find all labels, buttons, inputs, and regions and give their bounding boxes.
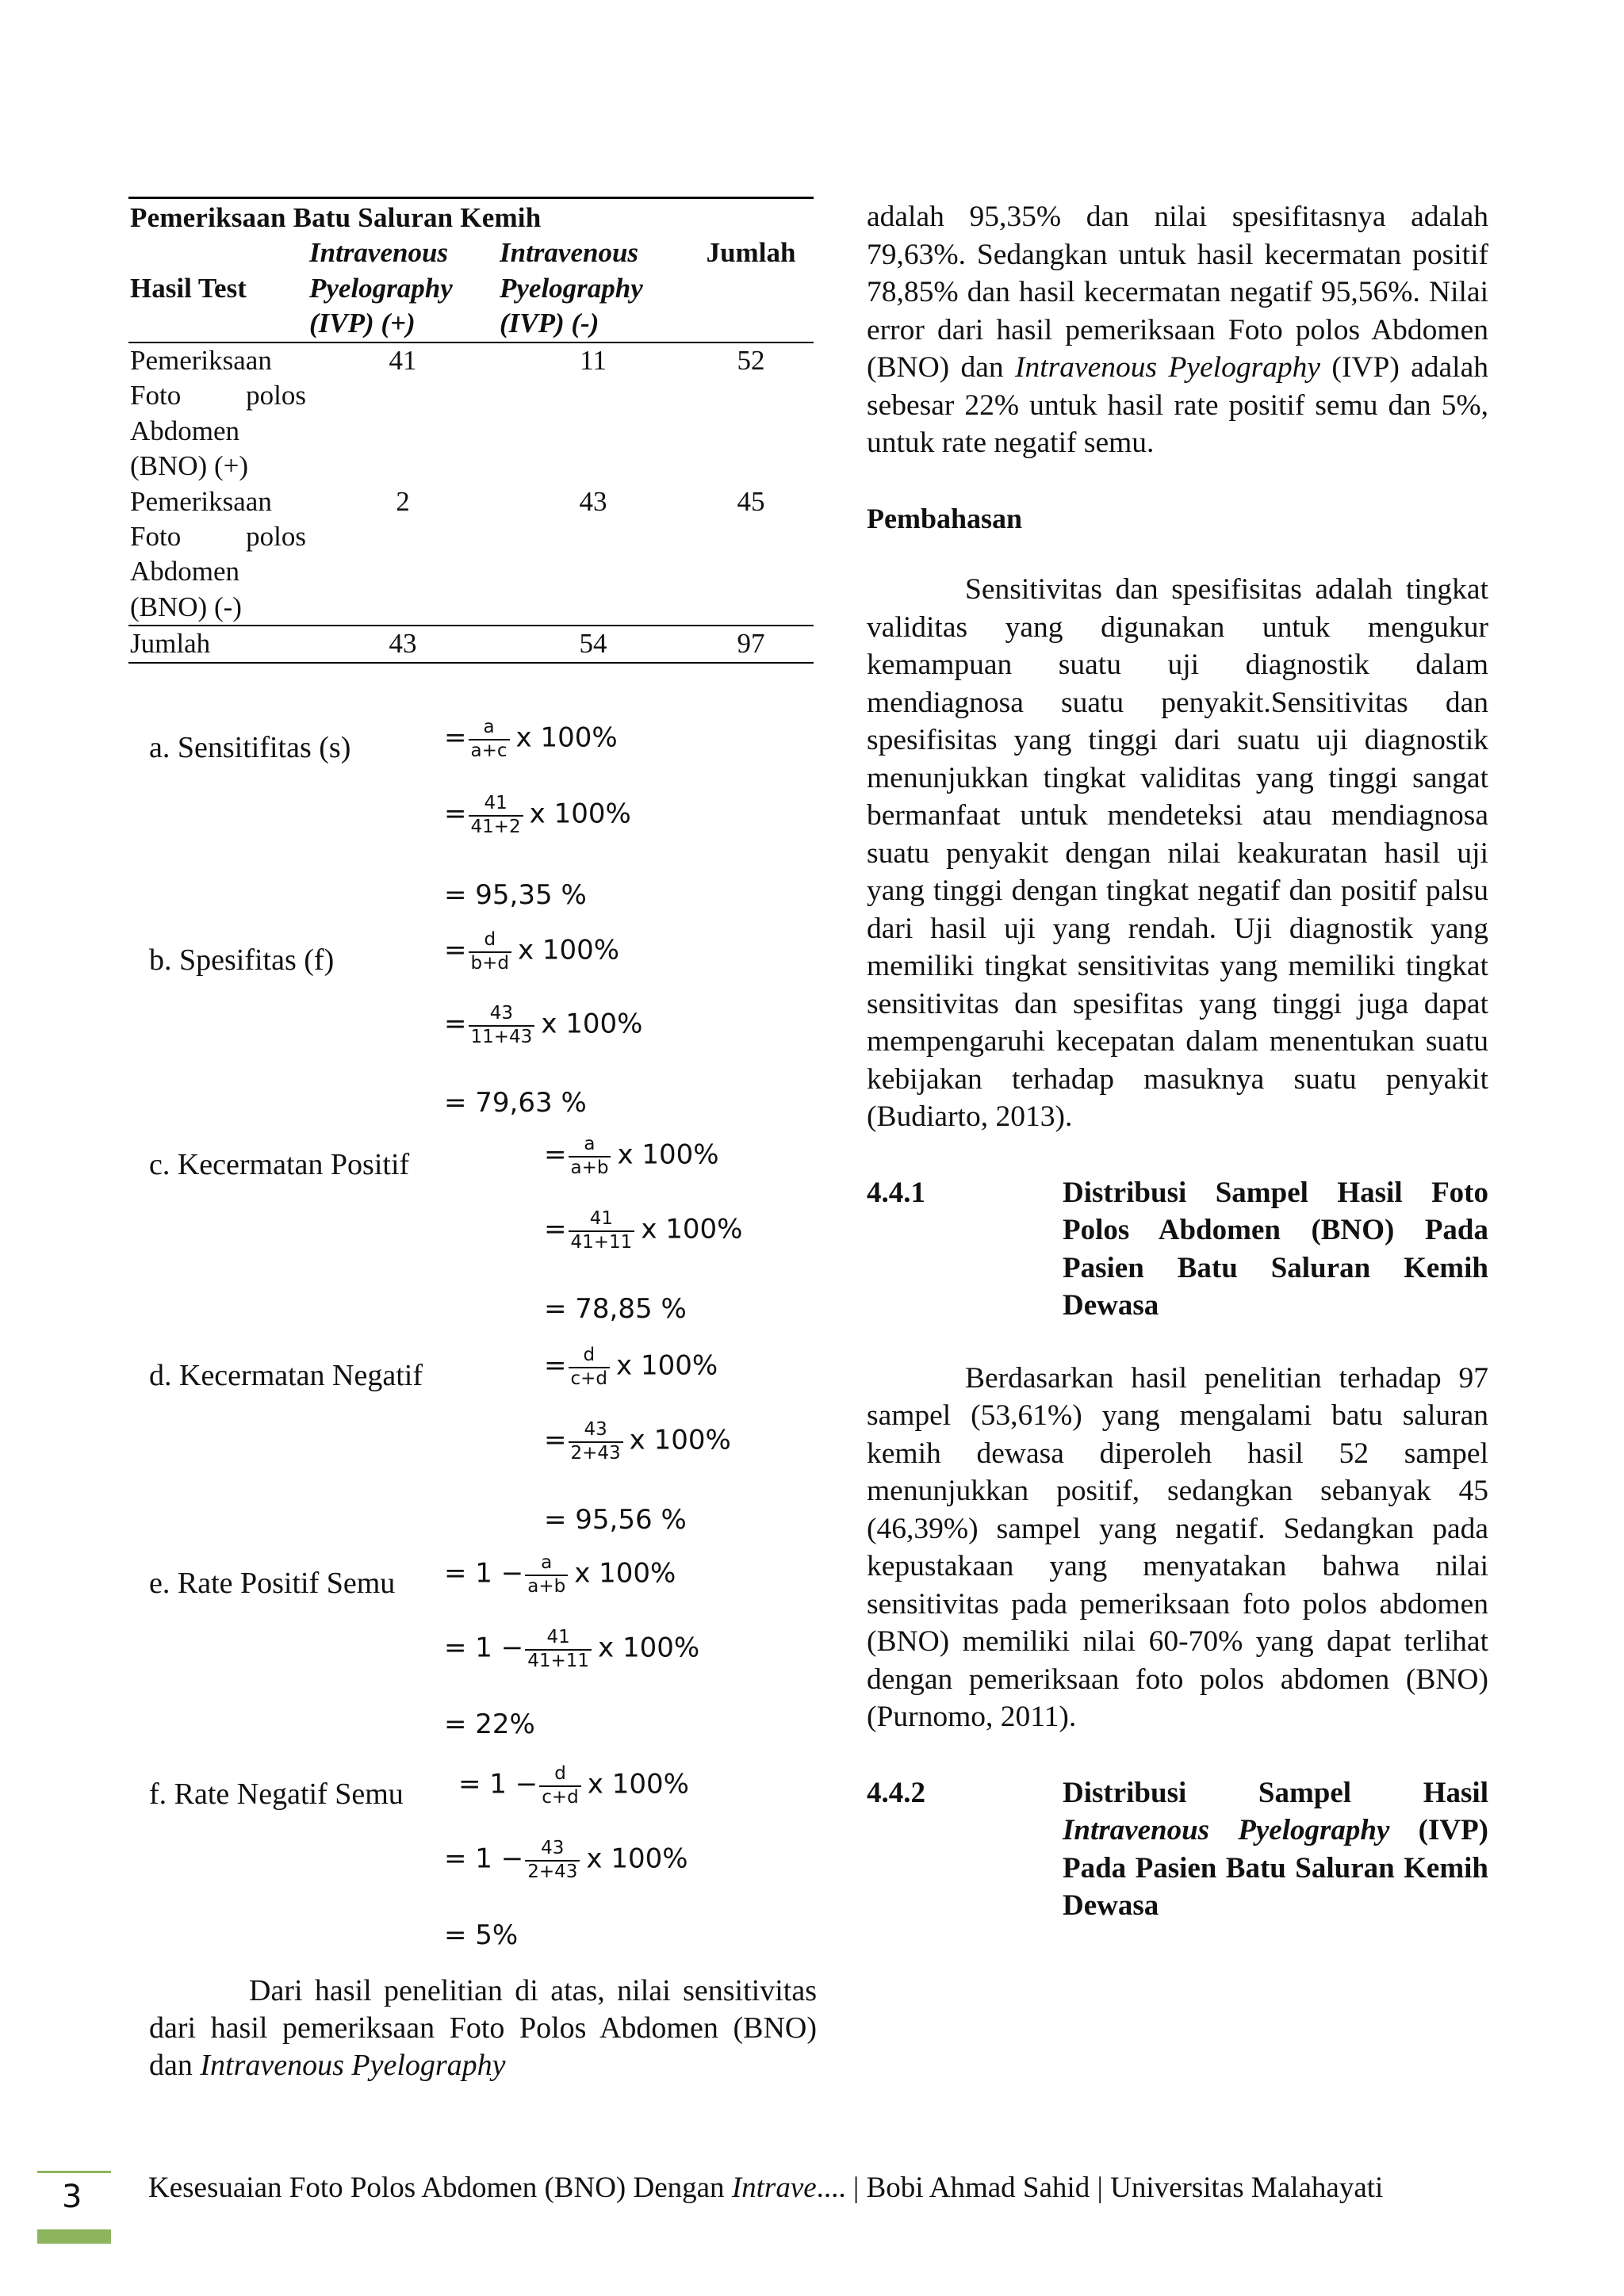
header-ivp-negative: Intravenous Pyelography (IVP) (-): [498, 235, 688, 342]
one-minus: = 1 −: [444, 1632, 524, 1664]
formula-c-line2: [544, 1208, 742, 1253]
results-table: [128, 197, 814, 664]
numerator: 43: [469, 1003, 535, 1027]
formula-c-result: = 78,85 %: [544, 1293, 687, 1325]
formula-f-result: = 5%: [444, 1919, 519, 1951]
footer-text: Kesesuaian Foto Polos Abdomen (BNO) Dengan: [148, 2172, 732, 2204]
numerator: a: [469, 717, 510, 740]
section-number: 4.4.1: [867, 1176, 925, 1209]
times-100: x 100%: [629, 1424, 731, 1456]
title-text: (IVP) Pada Pasien Batu Saluran Kemih Dewasa: [1063, 1814, 1488, 1922]
section-4-4-1: [867, 1174, 1488, 1325]
fraction: [539, 1763, 581, 1808]
left-conclusion-paragraph: [149, 1973, 817, 2084]
numerator: a: [525, 1552, 568, 1576]
one-minus: = 1 −: [458, 1768, 538, 1800]
denominator: c+d: [542, 1786, 579, 1808]
cell-ivp-positive: 41: [389, 344, 417, 376]
title-italic: Intravenous Pyelography: [1063, 1814, 1390, 1846]
times-100: x 100%: [617, 1138, 719, 1171]
equals-sign: =: [444, 934, 467, 966]
running-footer: [148, 2171, 1383, 2205]
times-100: x 100%: [574, 1557, 676, 1590]
equals-sign: =: [444, 721, 467, 754]
equals-sign: =: [444, 1008, 467, 1040]
fraction: [569, 1419, 623, 1464]
fraction: [469, 1003, 535, 1048]
formula-a-line1: [444, 717, 618, 762]
formula-f-label: f. Rate Negatif Semu: [149, 1777, 404, 1811]
times-100: x 100%: [517, 934, 620, 966]
formula-d-label: d. Kecermatan Negatif: [149, 1359, 423, 1392]
section-heading-pembahasan: Pembahasan: [867, 502, 1023, 534]
total-jumlah: 97: [688, 626, 814, 662]
paragraph-text: adalah 95,35% dan nilai spesifitasnya adalah 79,63%. Sedangkan untuk hasil kecermatan positif 78,85% dan hasil kecermatan negatif 95,56%. Nilai error dari hasil pemeriksaan Foto polos Abdomen (BNO) dan: [867, 201, 1488, 384]
table-row: [128, 484, 814, 626]
results-paragraph: [867, 198, 1488, 462]
left-text-italic: Intravenous Pyelography: [200, 2049, 506, 2082]
times-100: x 100%: [587, 1768, 689, 1800]
section-title: Distribusi Sampel Hasil Foto Polos Abdomen (BNO) Pada Pasien Batu Saluran Kemih Dewasa: [1063, 1176, 1488, 1322]
equals-sign: =: [544, 1213, 567, 1246]
table-row: [128, 342, 814, 484]
equals-sign: =: [544, 1138, 567, 1171]
numerator: 43: [525, 1838, 580, 1862]
title-text: Distribusi Sampel Hasil: [1063, 1776, 1488, 1809]
denominator: b+d: [470, 952, 509, 974]
formula-e-line1: [444, 1552, 676, 1598]
one-minus: = 1 −: [444, 1557, 524, 1590]
fraction: [569, 1134, 611, 1179]
numerator: 41: [469, 793, 523, 817]
times-100: x 100%: [529, 798, 631, 830]
section-4-4-2: [867, 1774, 1488, 1925]
left-text-plain: Dari hasil penelitian di atas, nilai sensitivitas dari hasil pemeriksaan Foto Polos Abdomen (BNO) dan: [149, 1974, 817, 2082]
times-100: x 100%: [515, 721, 618, 754]
times-100: x 100%: [586, 1843, 688, 1875]
fraction: [525, 1627, 592, 1672]
numerator: a: [569, 1134, 611, 1158]
row-label: Pemeriksaan Foto polos Abdomen (BNO) (+): [130, 344, 306, 482]
fraction: [525, 1552, 568, 1598]
denominator: 2+43: [527, 1861, 578, 1882]
denominator: a+b: [527, 1575, 566, 1597]
page-number: 3: [62, 2179, 82, 2215]
total-ivp-positive: 43: [308, 626, 498, 662]
header-jumlah: Jumlah: [688, 235, 814, 342]
formula-c-label: c. Kecermatan Positif: [149, 1148, 410, 1181]
numerator: 41: [525, 1627, 592, 1651]
formula-b-result: = 79,63 %: [444, 1087, 587, 1119]
section-title: [1063, 1774, 1488, 1925]
denominator: 41+11: [570, 1231, 633, 1253]
denominator: a+b: [570, 1157, 609, 1178]
one-minus: = 1 −: [444, 1843, 524, 1875]
formula-d-line2: [544, 1419, 731, 1464]
cell-ivp-positive: 2: [396, 485, 410, 517]
formula-a-line2: [444, 793, 631, 838]
footer-text: .... | Bobi Ahmad Sahid | Universitas Malahayati: [816, 2172, 1384, 2204]
formula-d-result: = 95,56 %: [544, 1504, 687, 1536]
fraction: [469, 929, 511, 974]
footer-accent-bar: [37, 2229, 111, 2244]
left-column: [128, 197, 818, 664]
formula-a-result: = 95,35 %: [444, 879, 587, 911]
formula-c-line1: [544, 1134, 719, 1179]
numerator: d: [469, 929, 511, 953]
pembahasan-paragraph: Sensitivitas dan spesifisitas adalah tingkat validitas yang digunakan untuk mengukur kemampuan suatu uji diagnostik dalam mendiagnosa suatu penyakit.Sensitivitas dan spesifisitas yang tinggi dari suatu uji diagnostik menunjukkan tingkat validitas yang tinggi sangat bermanfaat untuk mendeteksi atau mendiagnosa suatu penyakit dengan nilai keakuratan hasil uji yang tinggi dengan tingkat negatif dan positif palsu dari hasil uji yang rendah. Uji diagnostik yang memiliki tingkat sensitivitas yang memiliki tingkat sensitivitas dan spesifitas yang tinggi juga dapat mempengaruhi kecepatan dalam menentukan suatu kebijakan terhadap masuknya suatu penyakit (Budiarto, 2013).: [867, 573, 1488, 1133]
cell-ivp-negative: 11: [580, 344, 607, 376]
header-ivp-positive: Intravenous Pyelography (IVP) (+): [308, 235, 498, 342]
formula-f-line2: [444, 1838, 688, 1883]
formula-e-result: = 22%: [444, 1709, 535, 1740]
fraction: [469, 717, 510, 762]
formula-b-line2: [444, 1003, 642, 1048]
footer-accent-line: [37, 2171, 111, 2173]
cell-ivp-negative: 43: [579, 485, 607, 517]
equals-sign: =: [444, 798, 467, 830]
denominator: 2+43: [570, 1442, 621, 1464]
formula-d-line1: [544, 1345, 718, 1390]
cell-jumlah: 45: [737, 485, 765, 517]
formula-f-line1: [458, 1763, 689, 1808]
total-label: Jumlah: [128, 626, 308, 662]
right-column: [867, 198, 1488, 1925]
formula-e-line2: [444, 1627, 699, 1672]
cell-jumlah: 52: [737, 344, 765, 376]
numerator: 43: [569, 1419, 623, 1443]
numerator: d: [539, 1763, 581, 1787]
fraction: [469, 793, 523, 838]
times-100: x 100%: [641, 1213, 743, 1246]
denominator: 41+11: [527, 1650, 590, 1671]
table-title: Pemeriksaan Batu Saluran Kemih: [128, 198, 814, 236]
header-hasil-test: Hasil Test: [128, 235, 308, 342]
formula-b-label: b. Spesifitas (f): [149, 943, 335, 977]
paragraph-italic: Intravenous Pyelography: [1014, 351, 1321, 384]
numerator: 41: [569, 1208, 635, 1232]
section-4-4-1-paragraph: Berdasarkan hasil penelitian terhadap 97 sampel (53,61%) yang mengalami batu saluran kemih dewasa diperoleh hasil 52 sampel menunjukkan positif, sedangkan sebanyak 45 (46,39%) sampel yang negatif. Sedangkan pada kepustakaan yang menyatakan bahwa nilai sensitivitas pada pemeriksaan foto polos abdomen (BNO) memiliki nilai 60-70% yang dapat terlihat dengan pemeriksaan foto polos abdomen (BNO) (Purnomo, 2011).: [867, 1361, 1488, 1733]
formula-b-line1: [444, 929, 619, 974]
equals-sign: =: [544, 1424, 567, 1456]
denominator: 41+2: [470, 816, 521, 837]
fraction: [525, 1838, 580, 1883]
fraction: [569, 1345, 611, 1390]
numerator: d: [569, 1345, 611, 1368]
section-number: 4.4.2: [867, 1776, 925, 1809]
paragraph-text: (IVP) adalah sebesar 22% untuk hasil rate positif semu dan 5%, untuk rate negatif semu.: [867, 351, 1488, 459]
times-100: x 100%: [616, 1349, 718, 1382]
formula-e-label: e. Rate Positif Semu: [149, 1567, 396, 1600]
row-label: Pemeriksaan Foto polos Abdomen (BNO) (-): [130, 485, 306, 622]
denominator: c+d: [570, 1368, 608, 1389]
total-ivp-negative: 54: [498, 626, 688, 662]
formula-a-label: a. Sensitifitas (s): [149, 731, 351, 764]
equals-sign: =: [544, 1349, 567, 1382]
table-title-row: [128, 198, 814, 236]
table-header-row: [128, 235, 814, 342]
fraction: [569, 1208, 635, 1253]
footer-italic: Intrave: [731, 2172, 817, 2204]
table-total-row: [128, 626, 814, 662]
times-100: x 100%: [598, 1632, 700, 1664]
denominator: a+c: [470, 740, 508, 761]
denominator: 11+43: [470, 1026, 533, 1047]
times-100: x 100%: [541, 1008, 643, 1040]
